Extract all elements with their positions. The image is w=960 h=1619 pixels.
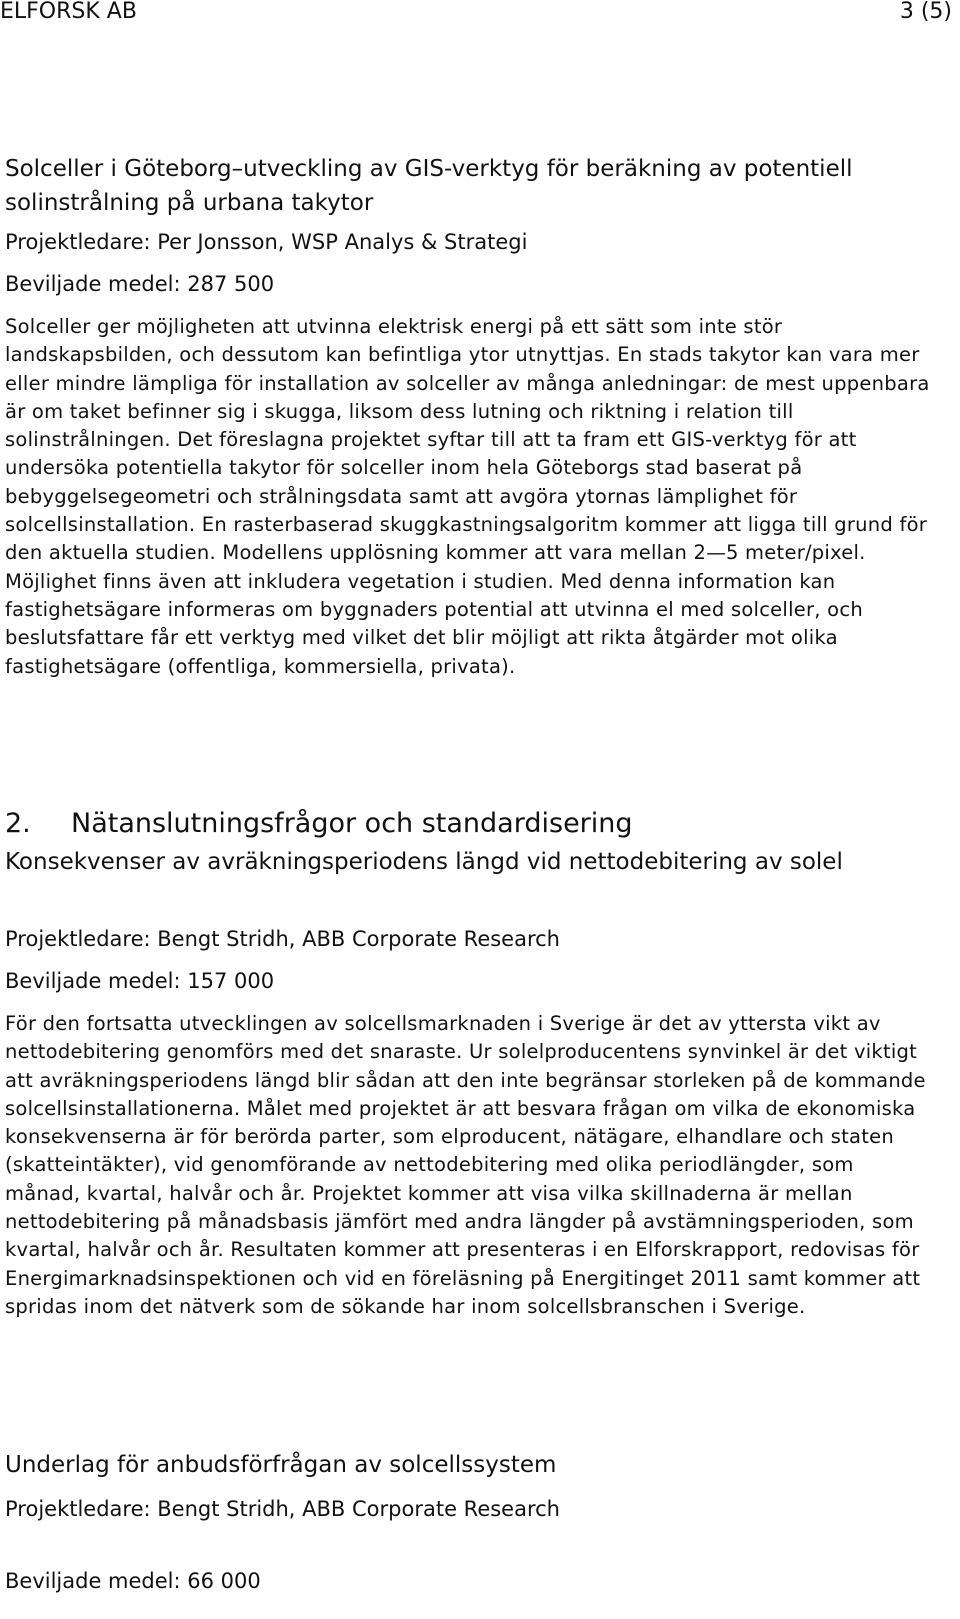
project-2-leader: Projektledare: Bengt Stridh, ABB Corporate Research [5,927,560,951]
page-header [0,0,960,28]
project-3-funds: Beviljade medel: 66 000 [5,1569,261,1593]
organization-name: ELFORSK AB [0,0,137,24]
project-1-title: Solceller i Göteborg–utveckling av GIS-verktyg för beräkning av potentiell solinstrålning på urbana takytor [5,156,853,216]
section-number: 2. [5,808,31,839]
project-3-leader: Projektledare: Bengt Stridh, ABB Corporate Research [5,1497,560,1521]
page-number: 3 (5) [899,0,952,24]
project-1-funds: Beviljade medel: 287 500 [5,272,275,296]
project-2-funds: Beviljade medel: 157 000 [5,969,275,993]
project-2-title: Konsekvenser av avräkningsperiodens längd vid nettodebitering av solel [5,849,843,875]
project-3-title: Underlag för anbudsförfrågan av solcellssystem [5,1452,557,1478]
project-1-leader: Projektledare: Per Jonsson, WSP Analys & Strategi [5,230,528,254]
section-title: Nätanslutningsfrågor och standardisering [71,808,633,839]
section-heading [5,806,933,842]
project-1-description: Solceller ger möjligheten att utvinna elektrisk energi på ett sätt som inte stör landskapsbilden, och dessutom kan befintliga ytor utnyttjas. En stads takytor kan vara mer eller mindre lämpliga för installation av solceller av många anledningar: de mest uppenbara är om taket befinner sig i skugga, liksom dess lutning och riktning i relation till solinstrålningen. Det föreslagna projektet syftar till att ta fram ett GIS-verktyg för att undersöka potentiella takytor för solceller inom hela Göteborgs stad baserat på bebyggelsegeometri och strålningsdata samt att avgöra ytornas lämplighet för solcellsinstallation. En rasterbaserad skuggkastningsalgoritm kommer att ligga till grund för den aktuella studien. Modellens upplösning kommer att vara mellan 2—5 meter/pixel. Möjlighet finns även att inkludera vegetation i studien. Med denna information kan fastighetsägare informeras om byggnaders potential att utvinna el med solceller, och beslutsfattare får ett verktyg med vilket det blir möjligt att rikta åtgärder mot olika fastighetsägare (offentliga, kommersiella, privata). [5,315,930,678]
project-2-description: För den fortsatta utvecklingen av solcellsmarknaden i Sverige är det av yttersta vikt av nettodebitering genomförs med det snaraste. Ur solelproducentens synvinkel är det viktigt att avräkningsperiodens längd blir sådan att den inte begränsar storleken på de kommande solcellsinstallationerna. Målet med projektet är att besvara frågan om vilka de ekonomiska konsekvenserna är för berörda parter, som elproducent, nätägare, elhandlare och staten (skatteintäkter), vid genomförande av nettodebitering med olika periodlängder, som månad, kvartal, halvår och år. Projektet kommer att visa vilka skillnaderna är mellan nettodebitering på månadsbasis jämfört med andra längder på avstämningsperioden, som kvartal, halvår och år. Resultaten kommer att presenteras i en Elforskrapport, redovisas för Energimarknadsinspektionen och vid en föreläsning på Energitinget 2011 samt kommer att spridas inom det nätverk som de sökande har inom solcellsbranschen i Sverige. [5,1012,926,1318]
